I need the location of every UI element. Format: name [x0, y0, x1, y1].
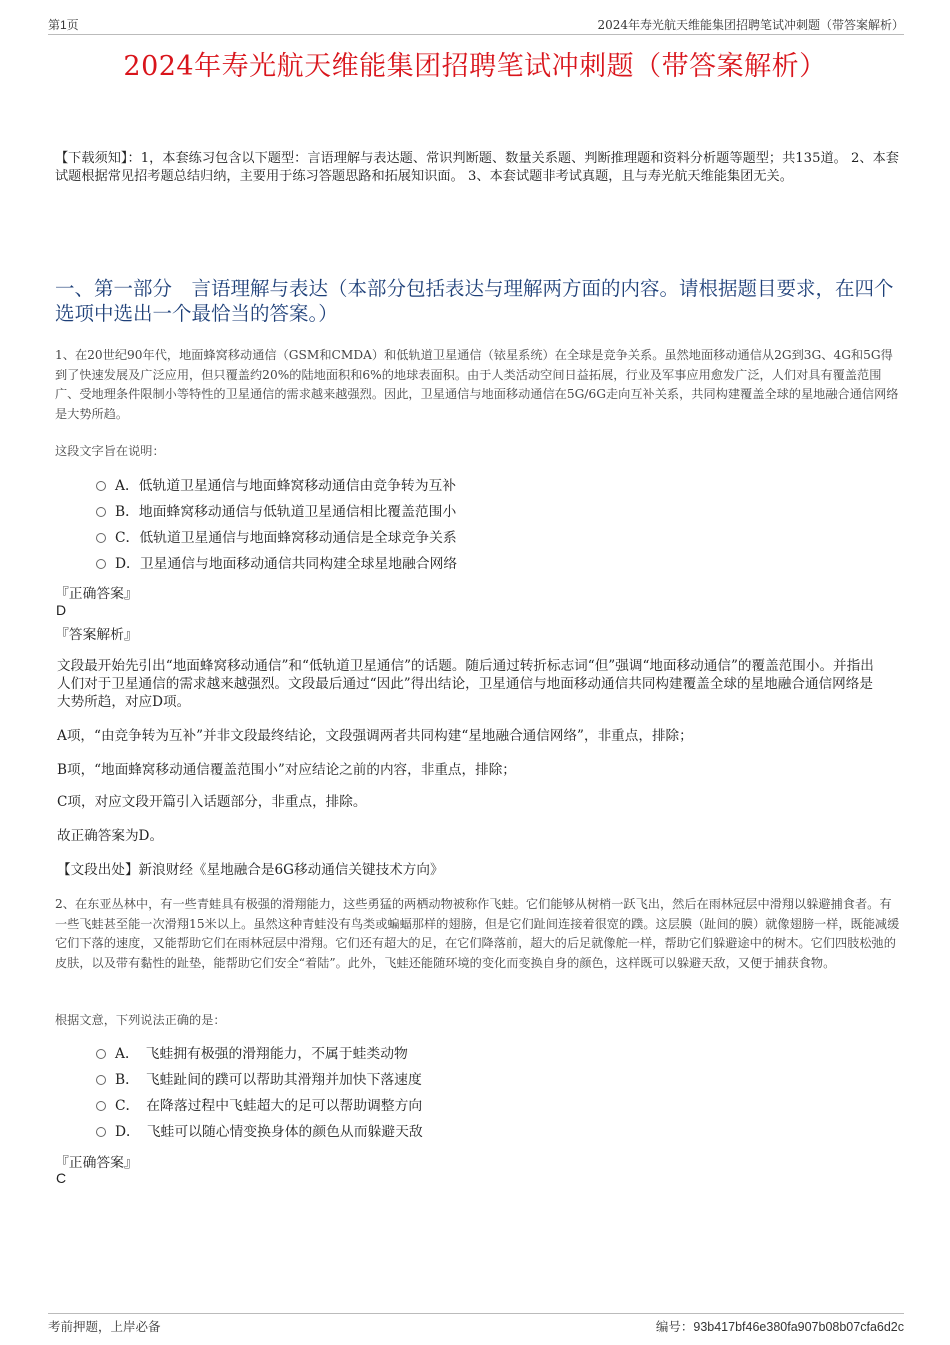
- page-header: [48, 14, 904, 35]
- analysis-paragraph: 文段最开始先引出“地面蜂窝移动通信”和“低轨道卫星通信”的话题。随后通过转折标志词“但”强调“地面移动通信”的覆盖范围小。并指出人们对于卫星通信的需求越来越强烈。文段最后通过“因此”得出结论，卫星通信与地面移动通信共同构建覆盖全球的星地融合通信网络是大势所趋，对应D项。: [57, 658, 874, 710]
- radio-icon[interactable]: [96, 559, 106, 569]
- analysis-paragraph: B项，“地面蜂窝移动通信覆盖范围小”对应结论之前的内容，非重点，排除；: [57, 762, 516, 778]
- question-1-analysis-label: 『答案解析』: [55, 627, 138, 643]
- option-label: C． 在降落过程中飞蛙超大的足可以帮助调整方向: [115, 1098, 423, 1114]
- radio-icon[interactable]: [96, 1127, 106, 1137]
- footer-code: [656, 1317, 904, 1335]
- question-1-prompt: 这段文字旨在说明：: [55, 444, 165, 458]
- option-label: D． 飞蛙可以随心情变换身体的颜色从而躲避天敌: [115, 1124, 423, 1140]
- option-label: B．地面蜂窝移动通信与低轨道卫星通信相比覆盖范围小: [115, 504, 457, 520]
- document-title: 2024年寿光航天维能集团招聘笔试冲刺题（带答案解析）: [123, 51, 827, 82]
- question-1-answer-label: 『正确答案』: [55, 586, 138, 602]
- question-1-option-b[interactable]: [96, 502, 456, 522]
- question-2-answer: C: [56, 1170, 67, 1186]
- radio-icon[interactable]: [96, 533, 106, 543]
- option-label: A．低轨道卫星通信与地面蜂窝移动通信由竞争转为互补: [115, 478, 457, 494]
- option-label: D．卫星通信与地面移动通信共同构建全球星地融合网络: [115, 556, 458, 572]
- analysis-paragraph: C项，对应文段开篇引入话题部分，非重点，排除。: [57, 794, 367, 810]
- question-2-option-d[interactable]: [96, 1122, 423, 1142]
- footer-slogan: 考前押题，上岸必备: [48, 1319, 161, 1334]
- section-heading: 一、第一部分 言语理解与表达（本部分包括表达与理解两方面的内容。请根据题目要求，在四个选项中选出一个最恰当的答案。）: [55, 277, 894, 325]
- question-2-option-c[interactable]: [96, 1096, 422, 1116]
- radio-icon[interactable]: [96, 1101, 106, 1111]
- download-notice: 【下载须知】：1，本套练习包含以下题型：言语理解与表达题、常识判断题、数量关系题、判断推理题和资料分析题等题型；共135道。 2、本套试题根据常见招考题总结归纳，主要用于练习答题思路和拓展知识面。 3、本套试题非考试真题，且与寿光航天维能集团无关。: [55, 151, 899, 184]
- analysis-paragraph: 故正确答案为D。: [57, 828, 164, 844]
- question-2-answer-label: 『正确答案』: [55, 1155, 138, 1171]
- option-label: C．低轨道卫星通信与地面蜂窝移动通信是全球竞争关系: [115, 530, 457, 546]
- analysis-paragraph: A项，“由竞争转为互补”并非文段最终结论，文段强调两者共同构建“星地融合通信网络”，非重点，排除；: [57, 728, 693, 744]
- radio-icon[interactable]: [96, 1049, 106, 1059]
- option-label: B． 飞蛙趾间的蹼可以帮助其滑翔并加快下落速度: [115, 1072, 422, 1088]
- question-2-option-b[interactable]: [96, 1070, 422, 1090]
- question-1-option-c[interactable]: [96, 528, 457, 548]
- radio-icon[interactable]: [96, 1075, 106, 1085]
- question-1-text: 1、在20世纪90年代，地面蜂窝移动通信（GSM和CMDA）和低轨道卫星通信（铱星系统）在全球是竞争关系。虽然地面移动通信从2G到3G、4G和5G得到了快速发展及广泛应用，但只覆盖约20%的陆地面积和6%的地球表面积。由于人类活动空间日益拓展，行业及军事应用愈发广泛，人们对具有覆盖范围广、受地理条件限制小等特性的卫星通信的需求越来越强烈。因此，卫星通信与地面移动通信在5G/6G走向互补关系，共同构建覆盖全球的星地融合通信网络是大势所趋。: [55, 348, 899, 421]
- question-1-option-d[interactable]: [96, 554, 457, 574]
- question-1-answer: D: [56, 602, 67, 618]
- question-1-option-a[interactable]: [96, 476, 456, 496]
- question-2-option-a[interactable]: [96, 1044, 408, 1064]
- page-footer: [48, 1313, 904, 1334]
- radio-icon[interactable]: [96, 507, 106, 517]
- page-number: 第1页: [48, 18, 79, 32]
- analysis-source: 【文段出处】新浪财经《星地融合是6G移动通信关键技术方向》: [57, 862, 444, 878]
- question-2-text: 2、在东亚丛林中，有一些青蛙具有极强的滑翔能力，这些勇猛的两栖动物被称作飞蛙。它们能够从树梢一跃飞出，然后在雨林冠层中滑翔以躲避捕食者。有一些飞蛙甚至能一次滑翔15米以上。虽然这种青蛙没有鸟类或蝙蝠那样的翅膀，但是它们趾间连接着很宽的蹼。这层膜（趾间的膜）就像翅膀一样，既能减缓它们下落的速度，又能帮助它们在雨林冠层中滑翔。它们还有超大的足，在它们降落前，超大的后足就像舵一样，帮助它们躲避途中的树木。它们四肢松弛的皮肤，以及带有黏性的趾垫，能帮助它们安全“着陆”。此外，飞蛙还能随环境的变化而变换自身的颜色，这样既可以躲避天敌，又便于捕获食物。: [55, 897, 900, 970]
- option-label: A． 飞蛙拥有极强的滑翔能力，不属于蛙类动物: [115, 1046, 408, 1062]
- footer-code-value: 93b417bf46e380fa907b08b07cfa6d2c: [693, 1320, 904, 1334]
- question-2-prompt: 根据文意，下列说法正确的是：: [55, 1013, 226, 1027]
- footer-code-label: 编号：: [655, 1319, 694, 1334]
- radio-icon[interactable]: [96, 481, 106, 491]
- header-doc-title: 2024年寿光航天维能集团招聘笔试冲刺题（带答案解析）: [597, 18, 904, 32]
